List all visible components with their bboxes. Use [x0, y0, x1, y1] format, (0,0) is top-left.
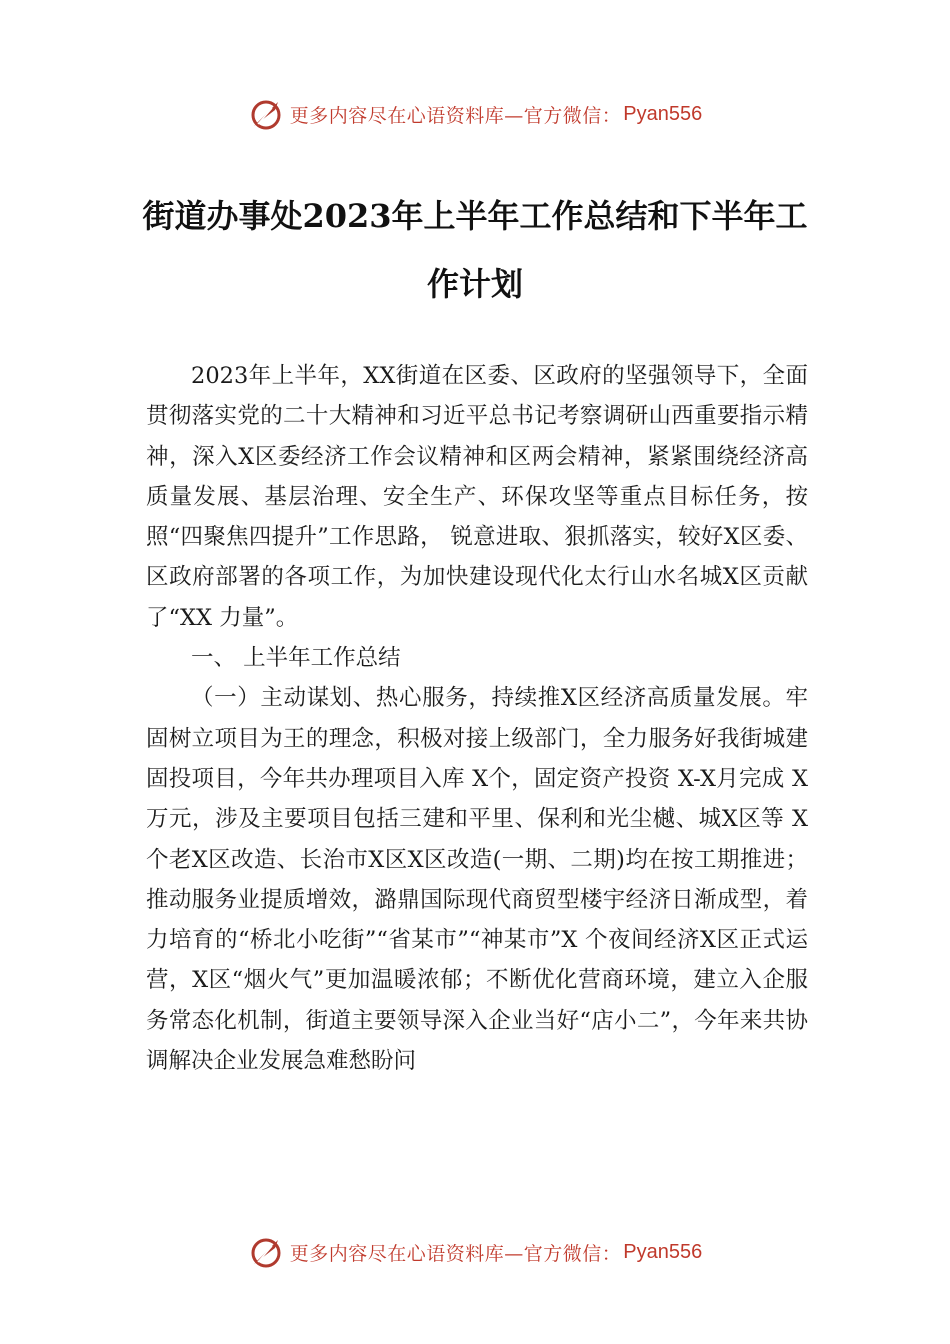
watermark-wechat-id: Pyan556 — [623, 1240, 703, 1263]
quill-seal-icon — [248, 96, 284, 132]
document-title: 街道办事处2023年上半年工作总结和下半年工作计划 — [142, 197, 808, 303]
watermark-banner-top — [0, 94, 950, 134]
watermark-text: 更多内容尽在心语资料库—官方微信： — [289, 1242, 622, 1265]
subsection-paragraph: （一）主动谋划、热心服务，持续推X区经济高质量发展。牢固树立项目为王的理念，积极对接上级部门，全力服务好我街城建固投项目，今年共办理项目入库 X个，固定资产投资 X-X月完成 X万元，涉及主要项目包括三建和平里、保利和光尘樾、城X区等 X个老X区改造、长治市X区X区改造(一期、二期)均在按工期推进；推动服务业提质增效，潞鼎国际现代商贸型楼宇经济日渐成型，着力培育的“桥北小吃街”“省某市”“神某市”X 个夜间经济X区正式运营，X区“烟火气”更加温暖浓郁；不断优化营商环境，建立入企服务常态化机制，街道主要领导深入企业当好“店小二”，今年来共协调解决企业发展急难愁盼问 — [146, 685, 808, 1075]
watermark-banner-bottom — [0, 1232, 950, 1272]
document-body — [146, 356, 808, 1081]
watermark-text: 更多内容尽在心语资料库—官方微信： — [289, 104, 622, 127]
quill-seal-icon — [248, 1234, 284, 1270]
intro-paragraph: 2023年上半年，XX街道在区委、区政府的坚强领导下，全面贯彻落实党的二十大精神和习近平总书记考察调研山西重要指示精神，深入X区委经济工作会议精神和区两会精神，紧紧围绕经济高质量发展、基层治理、安全生产、环保攻坚等重点目标任务，按照“四聚焦四提升”工作思路， 锐意进取、狠抓落实，较好X区委、区政府部署的各项工作，为加快建设现代化太行山水名城X区贡献了“XX 力量”。 — [146, 363, 808, 631]
watermark-wechat-id: Pyan556 — [623, 102, 703, 125]
section-heading: 一、 上半年工作总结 — [191, 645, 401, 672]
